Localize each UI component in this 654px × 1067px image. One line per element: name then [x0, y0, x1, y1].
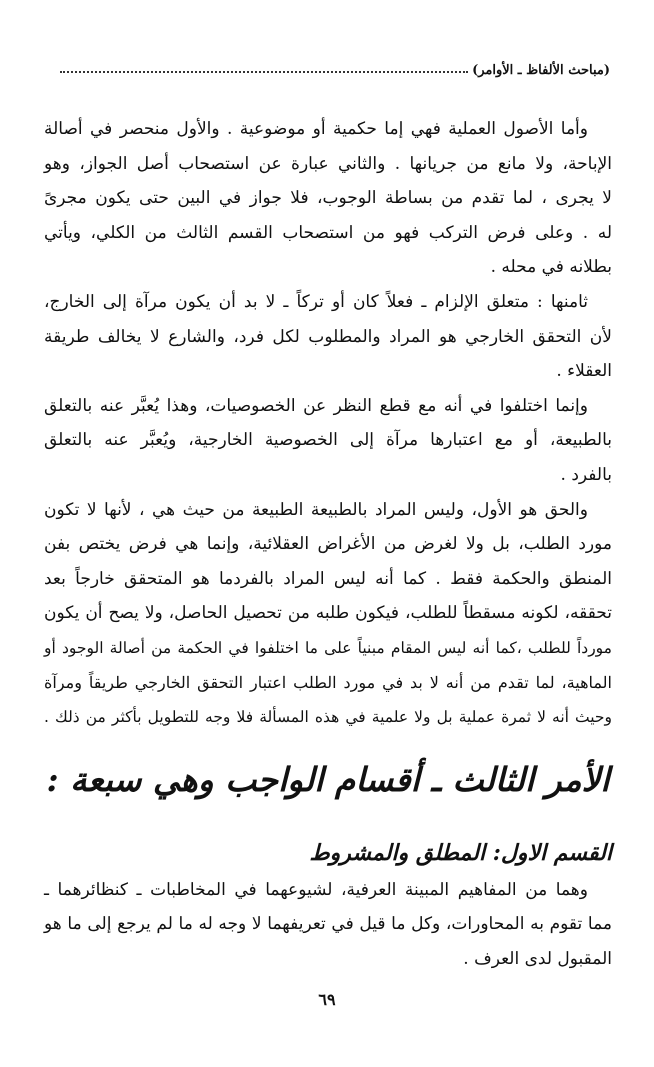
text-line: بطلانه في محله .	[490, 257, 612, 278]
text-line: لأن التحقق الخارجي هو المراد والمطلوب لكل فرد، والشارع لا يخالف طريقة	[44, 326, 612, 347]
paragraph	[44, 112, 612, 285]
text-line: مورد الطلب، بل ولا لغرض من الأغراض العقلائية، وإنما هي فرض يختص بفن	[44, 534, 612, 555]
paragraph	[44, 873, 612, 977]
paragraph	[44, 285, 612, 389]
text-line: المنطق والحكمة فقط . كما أنه ليس المراد بالفردما هو المتحقق خارجاً بعد	[44, 568, 612, 589]
subsection-title: القسم الاول: المطلق والمشروط	[309, 839, 612, 866]
text-line: تحققه، لكونه مسقطاً للطلب، فيكون طلبه من تحصيل الحاصل، ولا يصح أن يكون	[44, 603, 612, 624]
text-line: وحيث أنه لا ثمرة عملية بل ولا علمية في هذه المسألة فلا وجه للتطويل بأكثر من ذلك .	[44, 708, 612, 727]
paragraph	[44, 493, 612, 735]
text-line: له . وعلى فرض التركب فهو من استصحاب القسم الثالث من الكلي، ويأتي	[44, 222, 612, 243]
text-line: العقلاء .	[556, 361, 612, 382]
header-title: (مباحث الألفاظ ـ الأوامر)	[472, 63, 610, 78]
header-dotted-rule	[60, 71, 468, 73]
page-body	[44, 112, 612, 976]
paragraph	[44, 389, 612, 493]
text-line: مما تقوم به المحاورات، وكل ما قيل في تعريفهما لا وجه له ما لم يرجع إلى ما هو	[44, 914, 612, 935]
text-line: الإباحة، ولا مانع من جريانها . والثاني عبارة عن استصحاب أصل الجواز، وهو	[44, 153, 612, 174]
running-header	[60, 56, 610, 78]
page-number: ٦٩	[318, 990, 336, 1009]
text-line: الماهية، لما تقدم من أنه لا بد في مورد الطلب اعتبار التحقق الخارجي طريقاً ومرآة	[44, 672, 612, 692]
text-line: وإنما اختلفوا في أنه مع قطع النظر عن الخصوصيات، وهذا يُعبَّر عنه بالتعلق	[44, 395, 588, 416]
text-line: المقبول لدى العرف .	[463, 948, 612, 969]
text-line: بالطبيعة، أو مع اعتبارها مرآة إلى الخصوصية الخارجية، ويُعبَّر عنه بالتعلق	[44, 430, 612, 451]
text-line: وأما الأصول العملية فهي إما حكمية أو موضوعية . والأول منحصر في أصالة	[44, 119, 588, 139]
text-line: مورداً للطلب ،كما أنه ليس المقام مبنياً على ما اختلفوا في الحكمة من أصالة الوجود أو	[44, 638, 612, 657]
text-line: لا يجرى ، لما تقدم من بساطة الوجوب، فلا جواز في البين حتى يكون مجرىً	[44, 188, 612, 209]
text-line: ثامنها : متعلق الإلزام ـ فعلاً كان أو تركاً ـ لا بد أن يكون مرآة إلى الخارج،	[44, 291, 588, 312]
section-heading: الأمر الثالث ـ أقسام الواجب وهي سبعة :	[46, 759, 610, 799]
text-line: وهما من المفاهيم المبينة العرفية، لشيوعهما في المخاطبات ـ كنظائرهما ـ	[44, 879, 588, 900]
text-line: والحق هو الأول، وليس المراد بالطبيعة الطبيعة من حيث هي ، لأنها لا تكون	[44, 499, 588, 520]
text-line: بالفرد .	[560, 464, 612, 485]
